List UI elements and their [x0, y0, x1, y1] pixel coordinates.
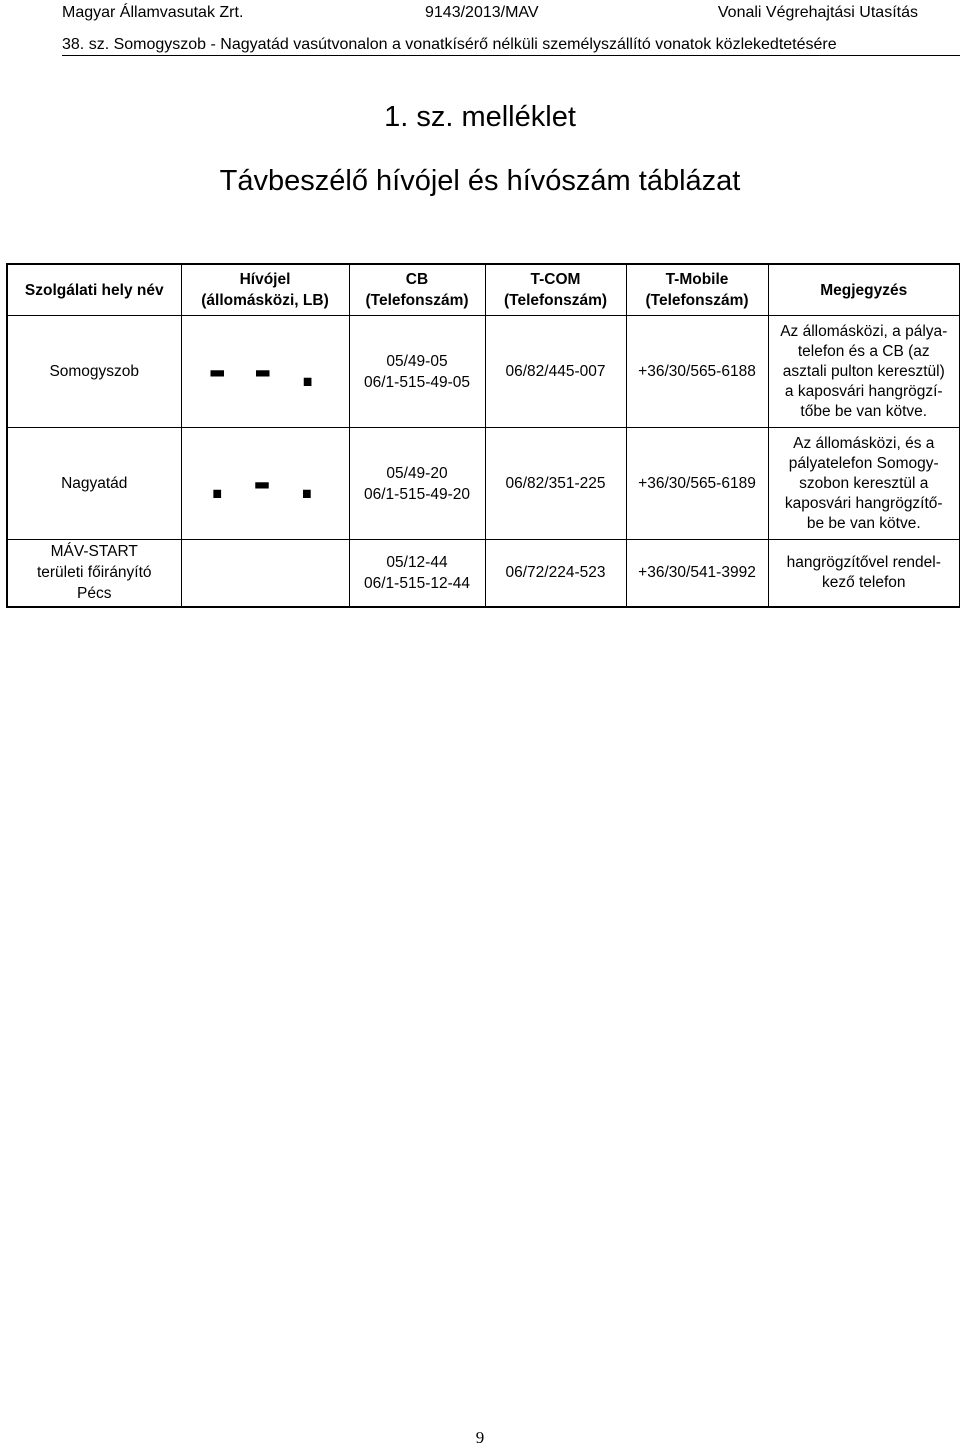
cb-number: 05/49-20: [386, 464, 448, 482]
note-line: tőbe be van kötve.: [800, 402, 928, 420]
cell-place: [7, 540, 181, 607]
cell-tmobile: +36/30/565-6188: [626, 316, 768, 428]
cell-cb: [349, 316, 485, 428]
col-header-tcom-line: (Telefonszám): [503, 292, 608, 309]
note-line: hangrögzítővel rendel-: [786, 553, 941, 571]
place-line: MÁV-START: [50, 543, 138, 561]
cb-number: 05/12-44: [386, 553, 448, 571]
cell-tmobile: +36/30/565-6189: [626, 428, 768, 540]
cb-number: 06/1-515-49-05: [364, 373, 470, 391]
note-line: Az állomásközi, a pálya-: [780, 322, 948, 340]
table-row: [7, 540, 960, 607]
cell-note: [768, 316, 960, 428]
cell-tcom: 06/72/224-523: [485, 540, 626, 607]
header-subtitle: 38. sz. Somogyszob - Nagyatád vasútvonalon a vonatkísérő nélküli személyszállító vonatok közlekedtetésére: [62, 36, 960, 56]
col-header-cb-line: CB: [405, 271, 429, 288]
callsign-signal: - - .: [208, 345, 322, 397]
cb-number: 06/1-515-12-44: [364, 574, 470, 592]
col-header-callsign-line: Hívójel: [239, 271, 291, 288]
table-title: Távbeszélő hívójel és hívószám táblázat: [219, 165, 741, 197]
col-header-note-line: Megjegyzés: [820, 281, 908, 299]
callsign-signal: . - .: [208, 457, 322, 509]
note-line: kaposvári hangrögzítő-: [784, 494, 943, 512]
col-header-tcom-line: T-COM: [530, 271, 581, 288]
cell-note: [768, 428, 960, 540]
cb-number: 06/1-515-49-20: [364, 485, 470, 503]
col-header-tmobile-line: (Telefonszám): [645, 292, 749, 309]
cell-callsign: [181, 540, 349, 607]
cell-note: [768, 540, 960, 607]
table-row: [7, 428, 960, 540]
place-line: Pécs: [77, 585, 112, 603]
note-line: telefon és a CB (az: [797, 342, 930, 360]
col-header-place-line: Szolgálati hely név: [24, 281, 164, 299]
col-header-tmobile: [626, 264, 768, 316]
cell-callsign: [181, 428, 349, 540]
col-header-cb: [349, 264, 485, 316]
table-header-row: [7, 264, 960, 316]
running-header: [0, 4, 960, 26]
col-header-note: [768, 264, 960, 316]
col-header-callsign: [181, 264, 349, 316]
place-line: Nagyatád: [61, 475, 128, 492]
table-row: [7, 316, 960, 428]
phone-table: [6, 263, 960, 608]
col-header-tcom: [485, 264, 626, 316]
cell-tmobile: +36/30/541-3992: [626, 540, 768, 607]
place-line: területi főirányító: [36, 564, 152, 582]
page-number: 9: [475, 1428, 485, 1447]
note-line: be be van kötve.: [806, 514, 921, 532]
cell-place: [7, 428, 181, 540]
cell-cb: [349, 428, 485, 540]
cell-tcom: 06/82/351-225: [485, 428, 626, 540]
annex-title: 1. sz. melléklet: [384, 101, 576, 133]
cell-cb: [349, 540, 485, 607]
col-header-tmobile-line: T-Mobile: [665, 271, 729, 288]
note-line: pályatelefon Somogy-: [788, 454, 939, 472]
header-organization: Magyar Államvasutak Zrt.: [62, 4, 244, 21]
header-document-type: Vonali Végrehajtási Utasítás: [717, 4, 918, 21]
cell-tcom: 06/82/445-007: [485, 316, 626, 428]
cell-place: [7, 316, 181, 428]
note-line: a kaposvári hangrögzí-: [784, 382, 943, 400]
place-line: Somogyszob: [49, 363, 140, 380]
header-document-number: 9143/2013/MAV: [425, 4, 539, 21]
note-line: kező telefon: [821, 573, 906, 591]
col-header-cb-line: (Telefonszám): [365, 292, 469, 309]
cell-callsign: [181, 316, 349, 428]
col-header-place: [7, 264, 181, 316]
note-line: asztali pulton keresztül): [782, 362, 945, 380]
col-header-callsign-line: (állomásközi, LB): [201, 292, 329, 309]
note-line: szobon keresztül a: [799, 474, 929, 492]
cb-number: 05/49-05: [386, 352, 448, 370]
note-line: Az állomásközi, és a: [793, 434, 935, 452]
